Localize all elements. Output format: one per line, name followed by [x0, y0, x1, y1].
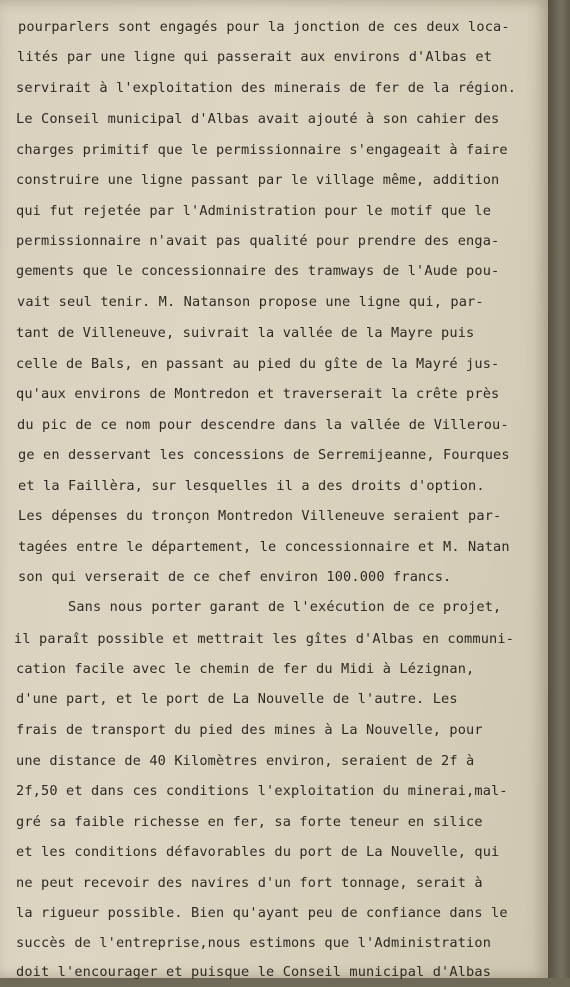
text-line: d'une part, et le port de La Nouvelle de l'autre. Les [16, 691, 458, 707]
text-line: succès de l'entreprise,nous estimons que l'Administration [16, 935, 492, 951]
text-line: et les conditions défavorables du port de La Nouvelle, qui [16, 844, 500, 860]
text-line: vait seul tenir. M. Natanson propose une ligne qui, par- [17, 294, 484, 310]
text-line: son qui verserait de ce chef environ 100.000 francs. [18, 569, 452, 585]
text-line: ne peut recevoir des navires d'un fort tonnage, serait à [16, 875, 483, 891]
text-line: gré sa faible richesse en fer, sa forte teneur en silice [16, 814, 483, 830]
text-line: charges primitif que le permissionnaire s'engageait à faire [16, 142, 508, 158]
text-line: qu'aux environs de Montredon et traverserait la crête près [16, 386, 500, 402]
text-line: Les dépenses du tronçon Montredon Villeneuve seraient par- [18, 508, 502, 524]
text-line: ge en desservant les concessions de Serremijeanne, Fourques [18, 447, 510, 463]
text-line: du pic de ce nom pour descendre dans la vallée de Villerou- [17, 417, 509, 433]
text-line: tagées entre le département, le concessionnaire et M. Natan [18, 539, 510, 555]
text-line: doit l'encourager et puisque le Conseil municipal d'Albas [16, 964, 492, 980]
text-line: qui fut rejetée par l'Administration pour le motif que le [16, 203, 492, 219]
text-line: construire une ligne passant par le village même, addition [16, 172, 500, 188]
text-line: et la Faillèra, sur lesquelles il a des droits d'option. [18, 478, 485, 494]
text-line: Le Conseil municipal d'Albas avait ajouté à son cahier des [16, 111, 500, 127]
page-edge [548, 0, 570, 978]
text-line: permissionnaire n'avait pas qualité pour prendre des enga- [16, 233, 500, 249]
text-line: pourparlers sont engagés pour la jonction de ces deux loca- [18, 19, 510, 35]
text-line: frais de transport du pied des mines à La Nouvelle, pour [16, 722, 483, 738]
text-line: celle de Bals, en passant au pied du gîte de la Mayré jus- [16, 356, 500, 372]
text-line: servirait à l'exploitation des minerais de fer de la région. [16, 80, 517, 96]
text-line: une distance de 40 Kilomètres environ, seraient de 2f à [16, 753, 475, 769]
text-line: gements que le concessionnaire des tramways de l'Aude pou- [16, 263, 500, 279]
text-line: lités par une ligne qui passerait aux environs d'Albas et [17, 49, 493, 65]
text-line: il paraît possible et mettrait les gîtes d'Albas en communi- [14, 631, 515, 647]
text-line: cation facile avec le chemin de fer du Midi à Lézignan, [16, 661, 475, 677]
text-line: Sans nous porter garant de l'exécution de ce projet, [18, 599, 502, 615]
text-line: 2f,50 et dans ces conditions l'exploitation du minerai,mal- [16, 783, 508, 799]
text-line: tant de Villeneuve, suivrait la vallée de la Mayre puis [16, 325, 475, 341]
text-line: la rigueur possible. Bien qu'ayant peu de confiance dans le [16, 905, 508, 921]
